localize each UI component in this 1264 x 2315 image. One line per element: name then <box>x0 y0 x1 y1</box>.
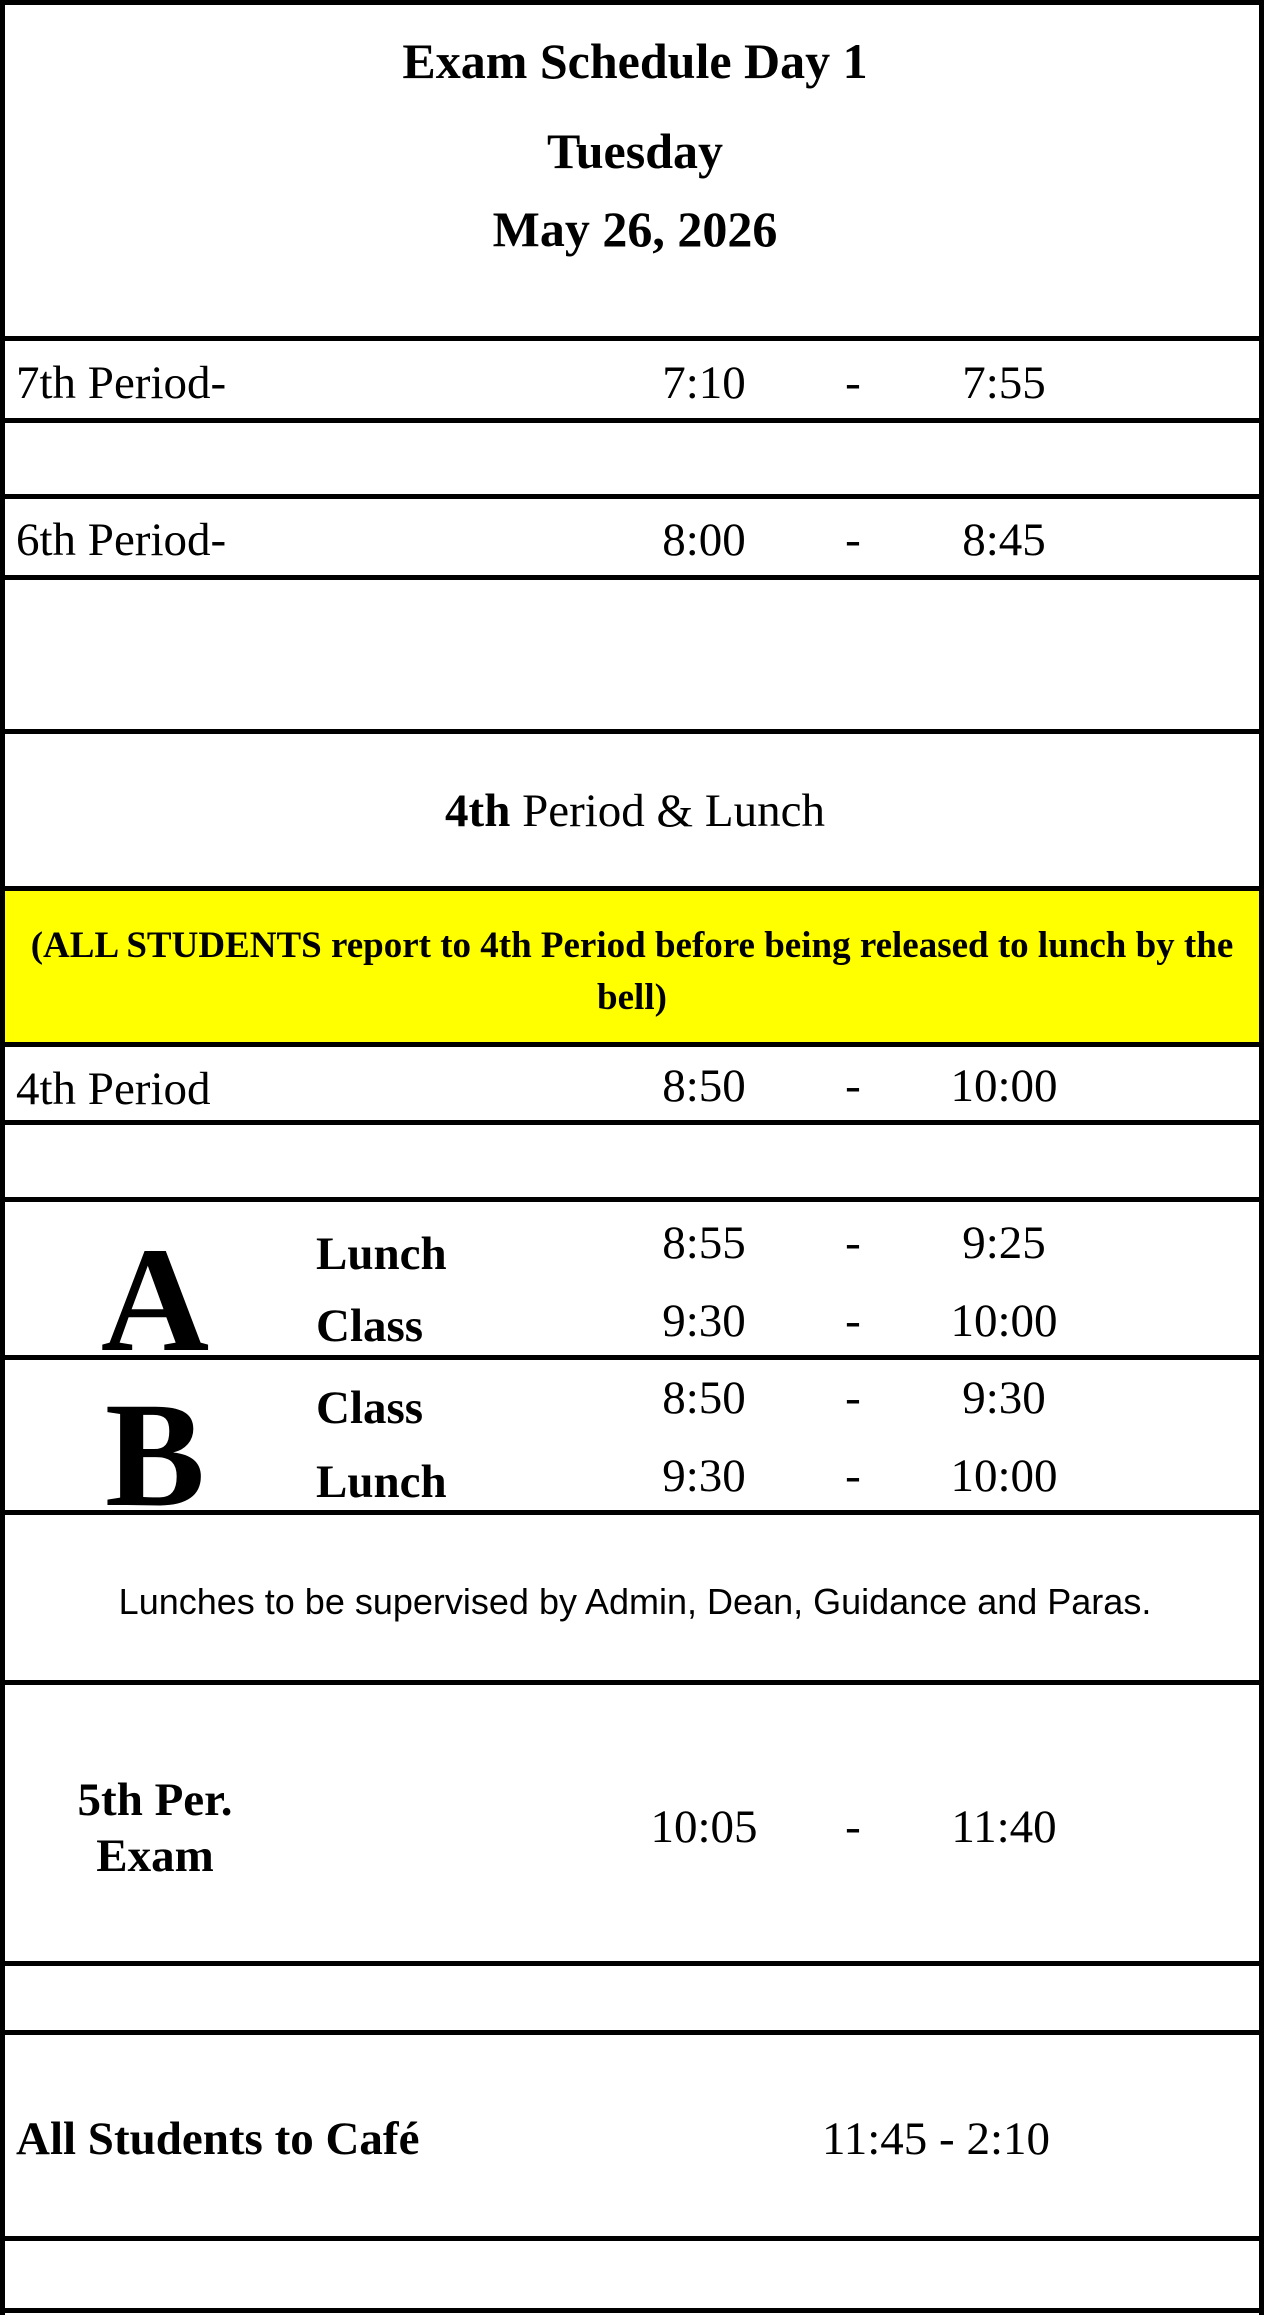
group-a-row1-label: Lunch <box>316 1228 447 1280</box>
cafe-time: 11:45 - 2:10 <box>821 2113 1051 2165</box>
lunch-group-a-letter: A <box>100 1217 210 1383</box>
period-7-label: 7th Period- <box>16 357 227 409</box>
divider <box>0 418 1264 423</box>
period-7-separator: - <box>845 357 861 409</box>
schedule-day: Tuesday <box>546 123 724 179</box>
period-4-separator: - <box>845 1060 861 1112</box>
group-b-row2-separator: - <box>845 1450 861 1502</box>
lunch-section-heading <box>445 785 825 837</box>
period-6-end: 8:45 <box>962 514 1046 566</box>
period-6-start: 8:00 <box>662 514 746 566</box>
group-a-row2-separator: - <box>845 1295 861 1347</box>
group-b-row1-end: 9:30 <box>962 1372 1046 1424</box>
group-b-row1-label: Class <box>316 1382 424 1434</box>
group-a-row2-start: 9:30 <box>662 1295 746 1347</box>
lunch-section-heading-text: Period & Lunch <box>510 785 825 837</box>
divider <box>0 1961 1264 1966</box>
group-b-row1-start: 8:50 <box>662 1372 746 1424</box>
lunch-group-b-letter: B <box>104 1372 206 1538</box>
group-a-row2-end: 10:00 <box>950 1295 1058 1347</box>
exam-5-start: 10:05 <box>650 1801 758 1853</box>
period-7-start: 7:10 <box>662 357 746 409</box>
divider <box>0 494 1264 499</box>
divider <box>0 336 1264 341</box>
divider <box>0 575 1264 580</box>
exam-5-label-line1: 5th Per. <box>77 1774 233 1826</box>
page-title: Exam Schedule Day 1 <box>402 33 868 89</box>
lunch-section-heading-bold: 4th <box>445 785 511 837</box>
cafe-label: All Students to Café <box>16 2113 420 2165</box>
period-6-separator: - <box>845 514 861 566</box>
divider <box>0 2030 1264 2035</box>
period-7-end: 7:55 <box>962 357 1046 409</box>
period-4-end: 10:00 <box>950 1060 1058 1112</box>
group-b-row2-label: Lunch <box>316 1456 447 1508</box>
group-b-row2-end: 10:00 <box>950 1450 1058 1502</box>
divider <box>0 886 1264 891</box>
exam-5-label-line2: Exam <box>96 1830 214 1882</box>
period-4-start: 8:50 <box>662 1060 746 1112</box>
group-b-row1-separator: - <box>845 1372 861 1424</box>
period-4-label: 4th Period <box>16 1063 211 1115</box>
divider <box>0 1197 1264 1202</box>
group-a-row1-separator: - <box>845 1217 861 1269</box>
group-b-row2-start: 9:30 <box>662 1450 746 1502</box>
divider <box>0 1680 1264 1685</box>
divider <box>0 2236 1264 2241</box>
exam-5-separator: - <box>845 1801 861 1853</box>
divider <box>0 1042 1264 1047</box>
divider <box>0 2308 1264 2313</box>
group-a-row1-end: 9:25 <box>962 1217 1046 1269</box>
lunch-notice: (ALL STUDENTS report to 4th Period before being released to lunch by the bell) <box>30 925 1234 1018</box>
schedule-date: May 26, 2026 <box>492 201 778 257</box>
group-a-row2-label: Class <box>316 1300 424 1352</box>
period-6-label: 6th Period- <box>16 514 227 566</box>
supervision-note: Lunches to be supervised by Admin, Dean, Guidance and Paras. <box>118 1581 1152 1622</box>
group-a-row1-start: 8:55 <box>662 1217 746 1269</box>
exam-5-end: 11:40 <box>951 1801 1057 1853</box>
divider <box>0 1120 1264 1125</box>
divider <box>0 729 1264 734</box>
divider <box>0 0 1264 5</box>
